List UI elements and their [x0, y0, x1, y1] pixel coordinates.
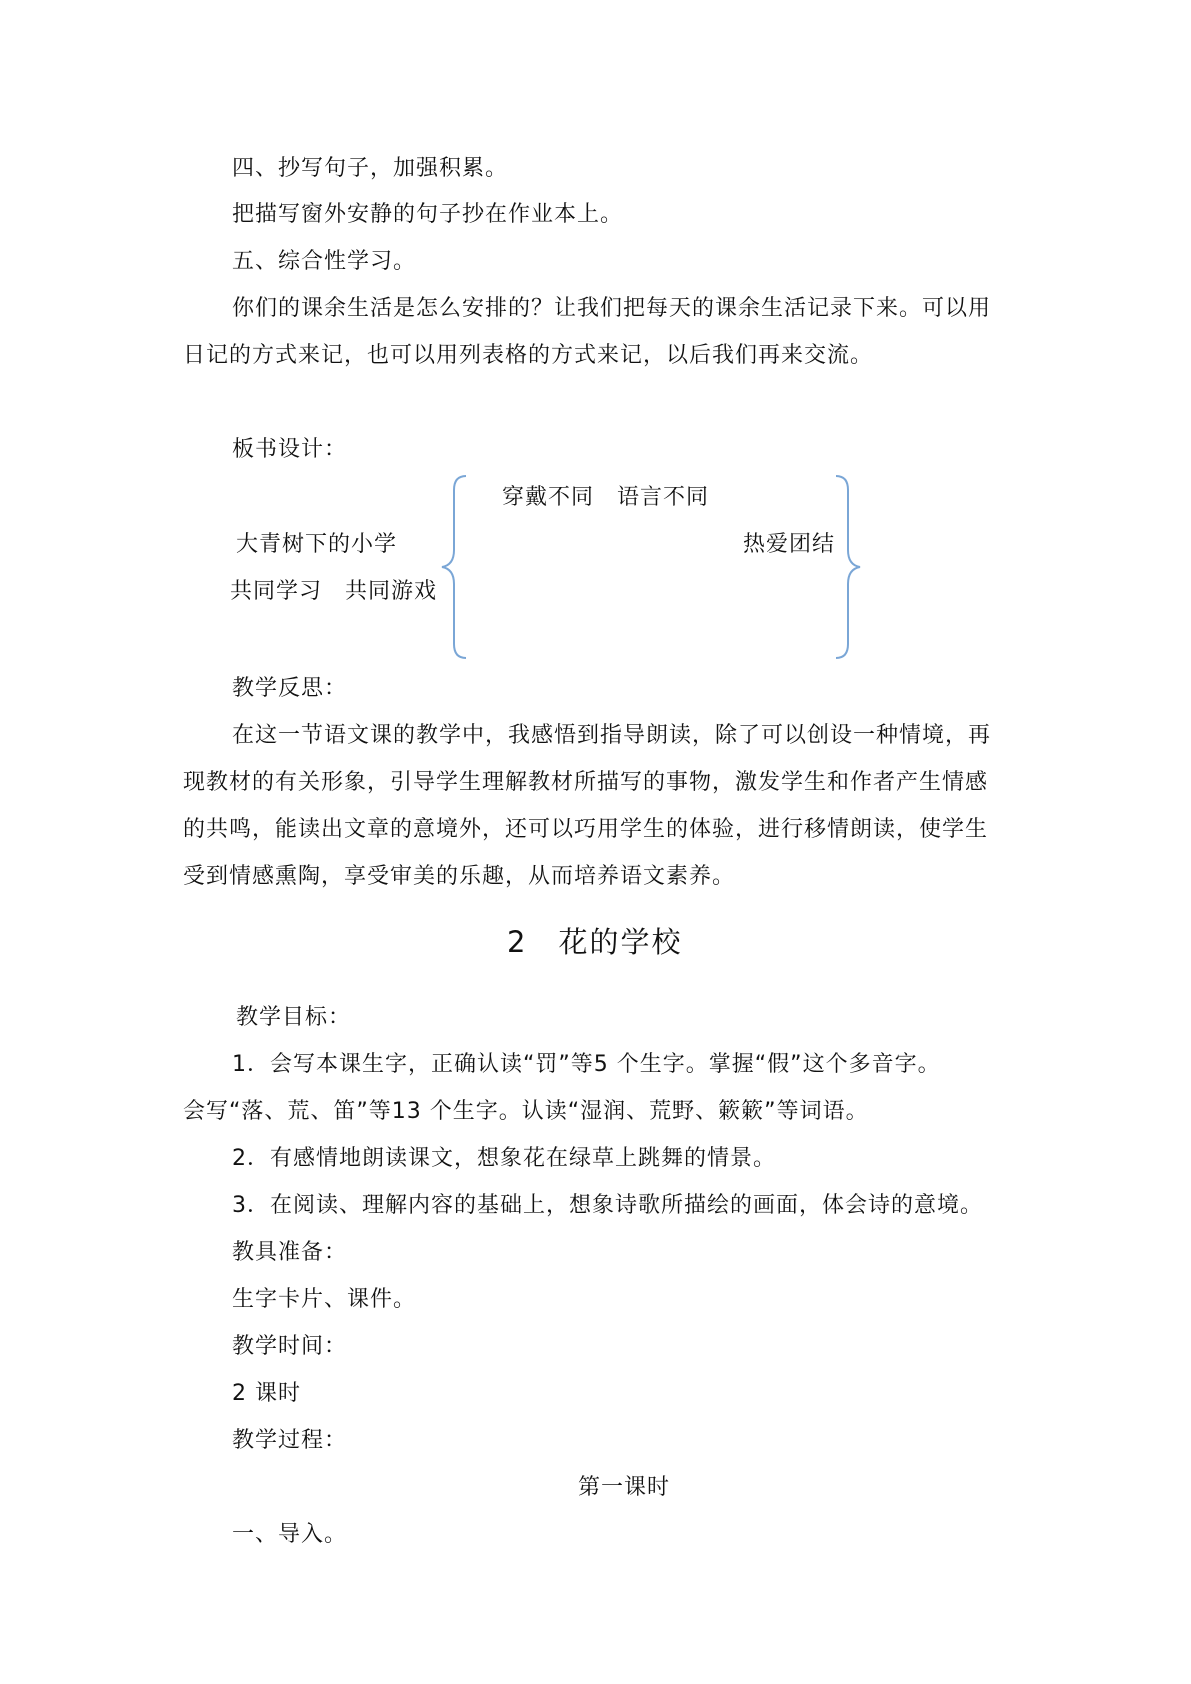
reflection-line-3: 的共鸣，能读出文章的意境外，还可以巧用学生的体验，进行移情朗读，使学生 [183, 817, 989, 842]
goal-1-line-2: 会写“落、荒、笛”等13 个生字。认读“湿润、荒野、簌簌”等词语。 [183, 1099, 869, 1124]
step-1-heading: 一、导入。 [232, 1522, 348, 1547]
time-value: 2 课时 [232, 1381, 301, 1406]
period-title: 第一课时 [578, 1475, 671, 1500]
section-four-heading: 四、抄写句子，加强积累。 [232, 156, 509, 181]
lesson-title: 2 花的学校 [507, 925, 683, 959]
reflection-line-1: 在这一节语文课的教学中，我感悟到指导朗读，除了可以创设一种情境，再 [232, 723, 992, 748]
reflection-label: 教学反思： [232, 676, 348, 701]
process-label: 教学过程： [232, 1428, 348, 1453]
board-left-title: 大青树下的小学 [236, 532, 398, 557]
left-curly-brace [440, 474, 480, 660]
goals-label: 教学目标： [236, 1005, 352, 1030]
board-inner-right: 热爱团结 [743, 532, 836, 557]
reflection-line-2: 现教材的有关形象，引导学生理解教材所描写的事物，激发学生和作者产生情感 [183, 770, 989, 795]
prep-label: 教具准备： [232, 1240, 348, 1265]
section-five-paragraph-line-1: 你们的课余生活是怎么安排的？让我们把每天的课余生活记录下来。可以用 [232, 296, 992, 321]
section-four-instruction: 把描写窗外安静的句子抄在作业本上。 [232, 202, 624, 227]
board-inner-top: 穿戴不同 语言不同 [502, 485, 710, 510]
section-five-paragraph-line-2: 日记的方式来记，也可以用列表格的方式来记，以后我们再来交流。 [183, 343, 874, 368]
section-five-heading: 五、综合性学习。 [232, 249, 417, 274]
board-design-label: 板书设计： [232, 437, 348, 462]
prep-items: 生字卡片、课件。 [232, 1287, 417, 1312]
board-left-bottom: 共同学习 共同游戏 [230, 579, 438, 604]
goal-1-line-1: 1．会写本课生字，正确认读“罚”等5 个生字。掌握“假”这个多音字。 [232, 1052, 941, 1077]
time-label: 教学时间： [232, 1334, 348, 1359]
goal-3: 3．在阅读、理解内容的基础上，想象诗歌所描绘的画面，体会诗的意境。 [232, 1193, 983, 1218]
reflection-line-4: 受到情感熏陶，享受审美的乐趣，从而培养语文素养。 [183, 864, 736, 889]
goal-2: 2．有感情地朗读课文，想象花在绿草上跳舞的情景。 [232, 1146, 776, 1171]
right-curly-brace [832, 474, 872, 660]
